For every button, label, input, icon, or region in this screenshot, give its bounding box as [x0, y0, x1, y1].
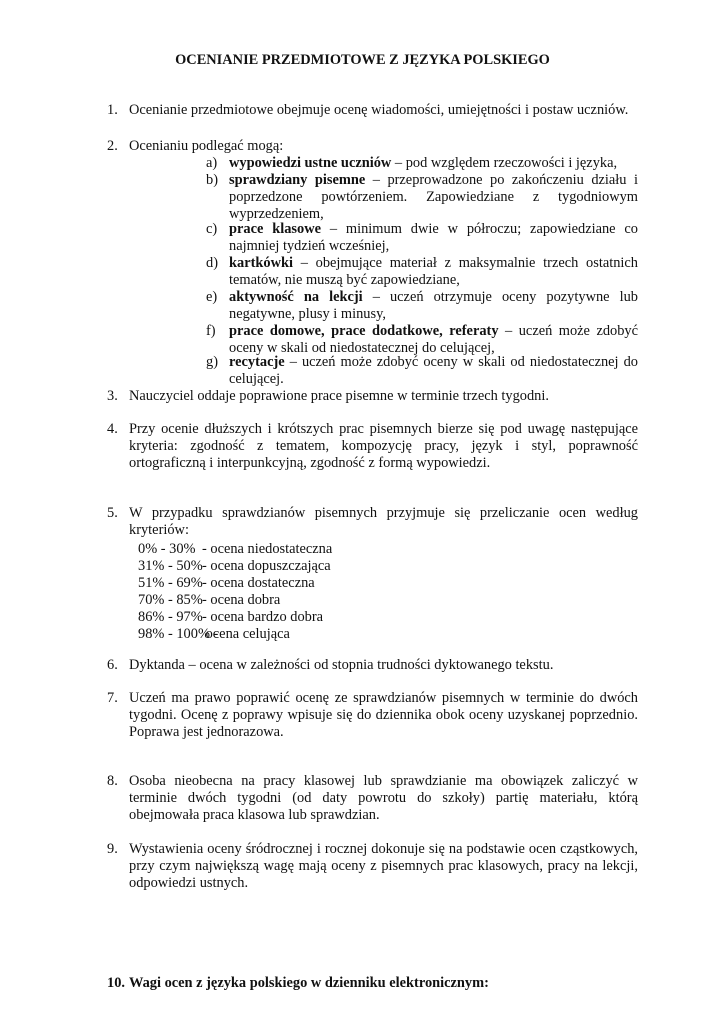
- paragraph-text: Ocenianie przedmiotowe obejmuje ocenę wiadomości, umiejętności i postaw uczniów.: [129, 102, 629, 118]
- paragraph-number: 10.: [107, 975, 125, 991]
- grade-range: 86% - 97%: [138, 609, 203, 625]
- item-description: – uczeń otrzymuje oceny pozytywne lub negatywne, plusy i minusy,: [229, 289, 638, 322]
- paragraph-number: 2.: [107, 138, 118, 154]
- item-description: – pod względem rzeczowości i języka,: [391, 155, 618, 171]
- paragraph-text: Osoba nieobecna na pracy klasowej lub sprawdzianie ma obowiązek zaliczyć w terminie dwóch tygodni (od daty powrotu do szkoły) partię materiału, którą obejmowała praca klasowa lub sprawdzian.: [129, 773, 638, 823]
- item-text: [229, 221, 638, 255]
- item-text: [229, 155, 638, 172]
- grade-range: 51% - 69%: [138, 575, 203, 591]
- grade-range: 98% - 100% -: [138, 626, 219, 642]
- item-text: [229, 323, 638, 357]
- grade-label: - ocena dobra: [202, 592, 281, 608]
- item-description: – przeprowadzone po zakończeniu działu i poprzedzone powtórzeniem. Zapowiedziane z tygodniowym wyprzedzeniem,: [229, 172, 638, 222]
- item-letter: d): [206, 255, 218, 271]
- grade-range: 70% - 85%: [138, 592, 203, 608]
- item-text: [229, 255, 638, 289]
- paragraph-number: 3.: [107, 388, 118, 404]
- item-letter: e): [206, 289, 218, 305]
- item-bold-term: prace klasowe: [229, 221, 321, 237]
- paragraph-text: Wystawienia oceny śródrocznej i rocznej dokonuje się na podstawie ocen cząstkowych, przy czym największą wagę mają oceny z pisemnych prac klasowych, pracy na lekcji, odpowiedzi ustnych.: [129, 841, 638, 891]
- paragraph-number: 6.: [107, 657, 118, 673]
- grade-label: - ocena niedostateczna: [202, 541, 333, 557]
- paragraph-text: Wagi ocen z języka polskiego w dzienniku elektronicznym:: [129, 975, 489, 991]
- item-text: [229, 172, 638, 223]
- item-text: [229, 289, 638, 323]
- item-bold-term: sprawdziany pisemne: [229, 172, 366, 188]
- item-bold-term: aktywność na lekcji: [229, 289, 363, 305]
- paragraph-text: Nauczyciel oddaje poprawione prace pisemne w terminie trzech tygodni.: [129, 388, 549, 404]
- item-description: – uczeń może zdobyć oceny w skali od niedostatecznej do celującej,: [229, 323, 639, 356]
- grade-row: [138, 609, 323, 626]
- item-bold-term: kartkówki: [229, 255, 293, 271]
- item-letter: c): [206, 221, 218, 237]
- paragraph-text: Ocenianiu podlegać mogą:: [129, 138, 284, 154]
- paragraph-number: 8.: [107, 773, 118, 789]
- item-letter: b): [206, 172, 218, 188]
- paragraph-text: Przy ocenie dłuższych i krótszych prac pisemnych bierze się pod uwagę następujące kryteria: zgodność z tematem, kompozycję pracy, język i styl, poprawność ortograficzną i interpunkcyjną, zgodność z formą wypowiedzi.: [129, 421, 638, 471]
- paragraph-number: 7.: [107, 690, 118, 706]
- item-text: [229, 354, 638, 388]
- grade-row: [138, 575, 315, 592]
- grade-row: [138, 592, 280, 609]
- paragraph-text: Dyktanda – ocena w zależności od stopnia trudności dyktowanego tekstu.: [129, 657, 554, 673]
- item-description: – minimum dwie w półroczu; zapowiedziane co najmniej tydzień wcześniej,: [229, 221, 638, 254]
- grade-label: - ocena bardzo dobra: [202, 609, 324, 625]
- item-description: – uczeń może zdobyć oceny w skali od niedostatecznej do celującej.: [229, 354, 638, 387]
- paragraph-number: 5.: [107, 505, 118, 521]
- grade-label: - ocena dostateczna: [202, 575, 315, 591]
- paragraph-number: 9.: [107, 841, 118, 857]
- item-bold-term: recytacje: [229, 354, 285, 370]
- paragraph-text: W przypadku sprawdzianów pisemnych przyjmuje się przeliczanie ocen według kryteriów:: [129, 505, 638, 538]
- item-letter: a): [206, 155, 218, 171]
- item-bold-term: wypowiedzi ustne uczniów: [229, 155, 392, 171]
- grade-range: 31% - 50%: [138, 558, 203, 574]
- item-letter: f): [206, 323, 216, 339]
- paragraph-text: Uczeń ma prawo poprawić ocenę ze sprawdzianów pisemnych w terminie do dwóch tygodni. Ocenę z poprawy wpisuje się do dziennika obok oceny uzyskanej poprzednio. Poprawa jest jednorazowa.: [129, 690, 638, 740]
- grade-label: ocena celująca: [202, 626, 290, 642]
- grade-row: [138, 626, 290, 643]
- item-description: – obejmujące materiał z maksymalnie trzech ostatnich tematów, nie muszą być zapowiedziane,: [229, 255, 638, 288]
- paragraph-number: 1.: [107, 102, 118, 118]
- document-title: OCENIANIE PRZEDMIOTOWE Z JĘZYKA POLSKIEGO: [175, 52, 550, 68]
- item-bold-term: prace domowe, prace dodatkowe, referaty: [229, 323, 499, 339]
- grade-row: [138, 541, 332, 558]
- paragraph-number: 4.: [107, 421, 118, 437]
- item-letter: g): [206, 354, 218, 370]
- grade-range: 0% - 30%: [138, 541, 196, 557]
- grade-label: - ocena dopuszczająca: [202, 558, 331, 574]
- grade-row: [138, 558, 331, 575]
